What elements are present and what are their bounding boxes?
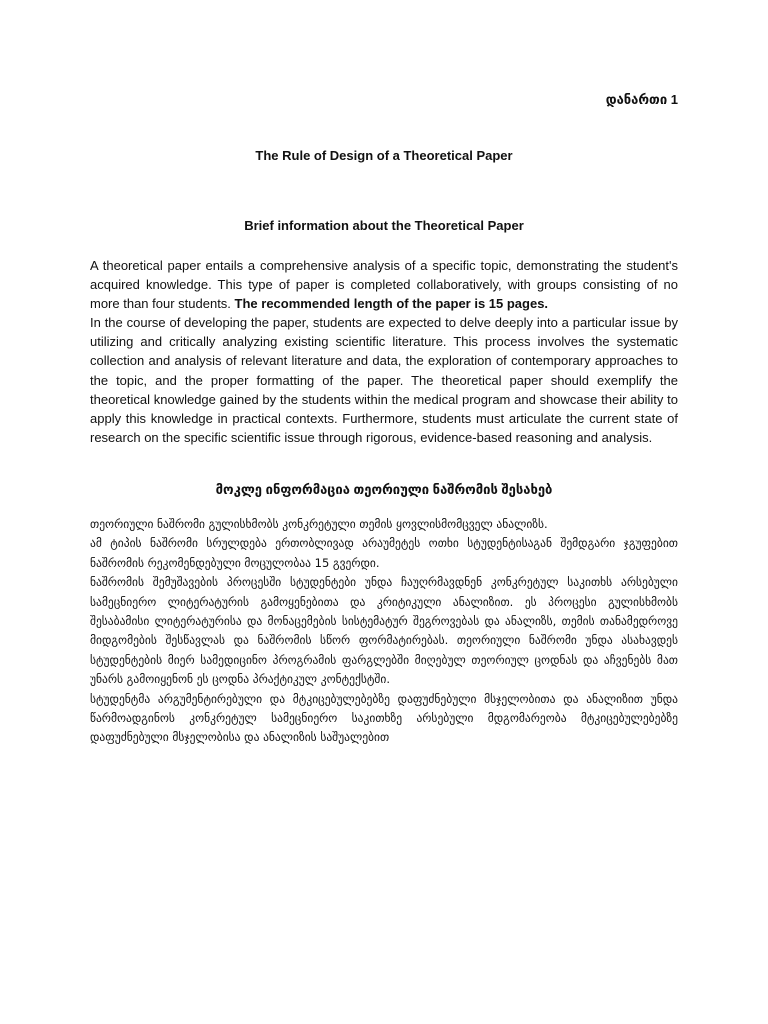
section-heading-english: Brief information about the Theoretical Paper <box>244 218 524 233</box>
georgian-paragraph-2: ამ ტიპის ნაშრომი სრულდება ერთობლივად არაუმეტეს ოთხი სტუდენტისაგან შემდგარი ჯგუფებით ნაშრომის რეკომენდებული მოცულობაა 15 გვერდი. <box>90 536 678 570</box>
georgian-paragraph-4: სტუდენტმა არგუმენტირებული და მტკიცებულებებზე დაფუძნებული მსჯელობითა და ანალიზით უნდა წარმოადგინოს კონკრეტულ სამეცნიერო საკითხზე არსებული მდგომარეობა მტკიცებულებებზე დაფუძნებული მსჯელობისა და ანალიზის საშუალებით <box>90 691 678 745</box>
annex-label: დანართი 1 <box>605 92 678 107</box>
recommended-length-note: The recommended length of the paper is 15 pages. <box>234 296 549 312</box>
english-body <box>90 256 678 447</box>
georgian-paragraph-3: ნაშრომის შემუშავების პროცესში სტუდენტები უნდა ჩაუღრმავდნენ კონკრეტულ საკითხს არსებული სამეცნიერო ლიტერატურის გამოყენებითა და კრიტიკული ანალიზით. ეს პროცესი გულისხმობს შესაბამისი ლიტერატურისა და მონაცემების სისტემატურ შეგროვებას და ანალიზს, თემის თანამედროვე მიდგომების შესწავლას და ნაშრომის სწორ ფორმატირებას. თეორიული ნაშრომი უნდა ასახავდეს სტუდენტების მიერ სამედიცინო პროგრამის ფარგლებში მიღებულ თეორიულ ცოდნას და აჩვენებს მათ უნარს გამოიყენონ ეს ცოდნა პრაქტიკულ კონტექსტში. <box>90 575 678 687</box>
georgian-paragraph-1: თეორიული ნაშრომი გულისხმობს კონკრეტული თემის ყოვლისმომცველ ანალიზს. <box>90 517 548 531</box>
georgian-body <box>90 515 678 748</box>
english-paragraph-1-text: A theoretical paper entails a comprehensive analysis of a specific topic, demonstrating the student's acquired knowledge. This type of paper is completed collaboratively, with groups consisting of no more than four students. <box>90 258 678 312</box>
english-paragraph-1 <box>90 256 678 313</box>
document-title: The Rule of Design of a Theoretical Paper <box>255 148 513 163</box>
english-paragraph-2: In the course of developing the paper, students are expected to delve deeply into a particular issue by utilizing and critically analyzing existing scientific literature. This process involves the systematic collection and analysis of relevant literature and data, the exploration of contemporary approaches to the topic, and the proper formatting of the paper. The theoretical paper should exemplify the theoretical knowledge gained by the students within the medical program and showcase their ability to apply this knowledge in practical contexts. Furthermore, students must articulate the current state of research on the specific scientific issue through rigorous, evidence-based reasoning and analysis. <box>90 315 678 445</box>
section-heading-georgian: მოკლე ინფორმაცია თეორიული ნაშრომის შესახებ <box>215 482 553 497</box>
